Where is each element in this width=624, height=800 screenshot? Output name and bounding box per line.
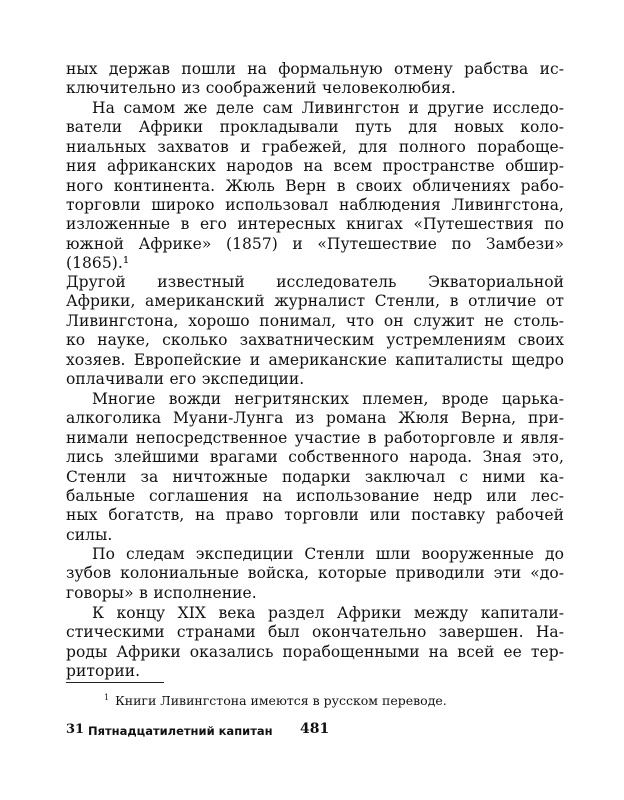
paragraph-chiefs [66,390,564,545]
text-line: На самом же деле сам Ливингстон и другие исследо- [92,99,564,117]
text-line: хозяев. Европейские и американские капиталисты щедро [66,350,564,369]
paragraph-troops [66,545,564,603]
paragraph-continuation [66,60,564,99]
text-line: ко науке, сколько захватническим устремлениям своих [66,331,564,350]
text-line: ватели Африки прокладывали путь для новых коло- [66,118,564,137]
text-line: ных богатств, на право торговли или поставку рабочей [66,506,564,525]
text-line: По следам экспедиции Стенли шли вооруженные до [92,545,564,563]
text-line: Многие вожди негритянских племен, вроде царька- [92,390,564,408]
text-line: лись злейшими врагами собственного народа. Зная это, [66,448,564,467]
text-line: ния африканских народов на всем пространстве обшир- [66,157,564,176]
text-line: оплачивали его экспедиции. [66,369,305,388]
text-line: стическими странами был окончательно завершен. На- [66,623,564,642]
text-line: К концу XIX века раздел Африки между капитали- [92,604,564,622]
text-line: торговли широко использовал наблюдения Ливингстона, [66,195,564,214]
footnote [104,690,447,709]
text-line: Африки, американский журналист Стенли, в отличие от [66,292,564,311]
text-line: Другой известный исследователь Экваториальной [66,273,564,291]
signature-title: Пятнадцатилетний капитан [88,724,273,738]
text-line: Ливингстона, хорошо понимал, что он служит не столь- [66,311,564,330]
text-line: алкоголика Муани-Лунга из романа Жюля Верна, при- [66,409,564,428]
text-line: изложенные в его интересных книгах «Путешествия по [66,215,564,234]
footnote-text: Книги Ливингстона имеются в русском переводе. [115,693,447,709]
text-line: (1865).¹ [66,254,130,273]
footnote-divider [66,682,164,683]
text-line: южной Африке» (1857) и «Путешествие по Замбези» [66,234,564,253]
text-line: зубов колониальные войска, которые приводили эти «до- [66,564,564,583]
page-number: 481 [300,721,330,737]
text-line: ных держав пошли на формальную отмену рабства ис- [66,60,564,78]
text-line: ного континента. Жюль Верн в своих обличениях рабо- [66,176,564,195]
footnote-marker: 1 [104,693,110,702]
text-line: ключительно из соображений человеколюбия. [66,79,456,98]
text-line: говоры» в исполнение. [66,583,257,602]
text-line: силы. [66,525,113,544]
text-line: ниальных захватов и грабежей, для полного порабоще- [66,137,564,156]
text-line: Стенли за ничтожные подарки заключал с ними ка- [66,467,564,486]
paragraph-livingstone [66,99,564,274]
signature-number: 31 [66,722,85,737]
text-line: нимали непосредственное участие в работорговле и явля- [66,428,564,447]
text-line: бальные соглашения на использование недр или лес- [66,486,564,505]
text-line: роды Африки оказались порабощенными на всей ее тер- [66,642,564,661]
text-line: ритории. [66,662,141,681]
paragraph-partition [66,604,564,682]
paragraph-stanley [66,273,564,389]
